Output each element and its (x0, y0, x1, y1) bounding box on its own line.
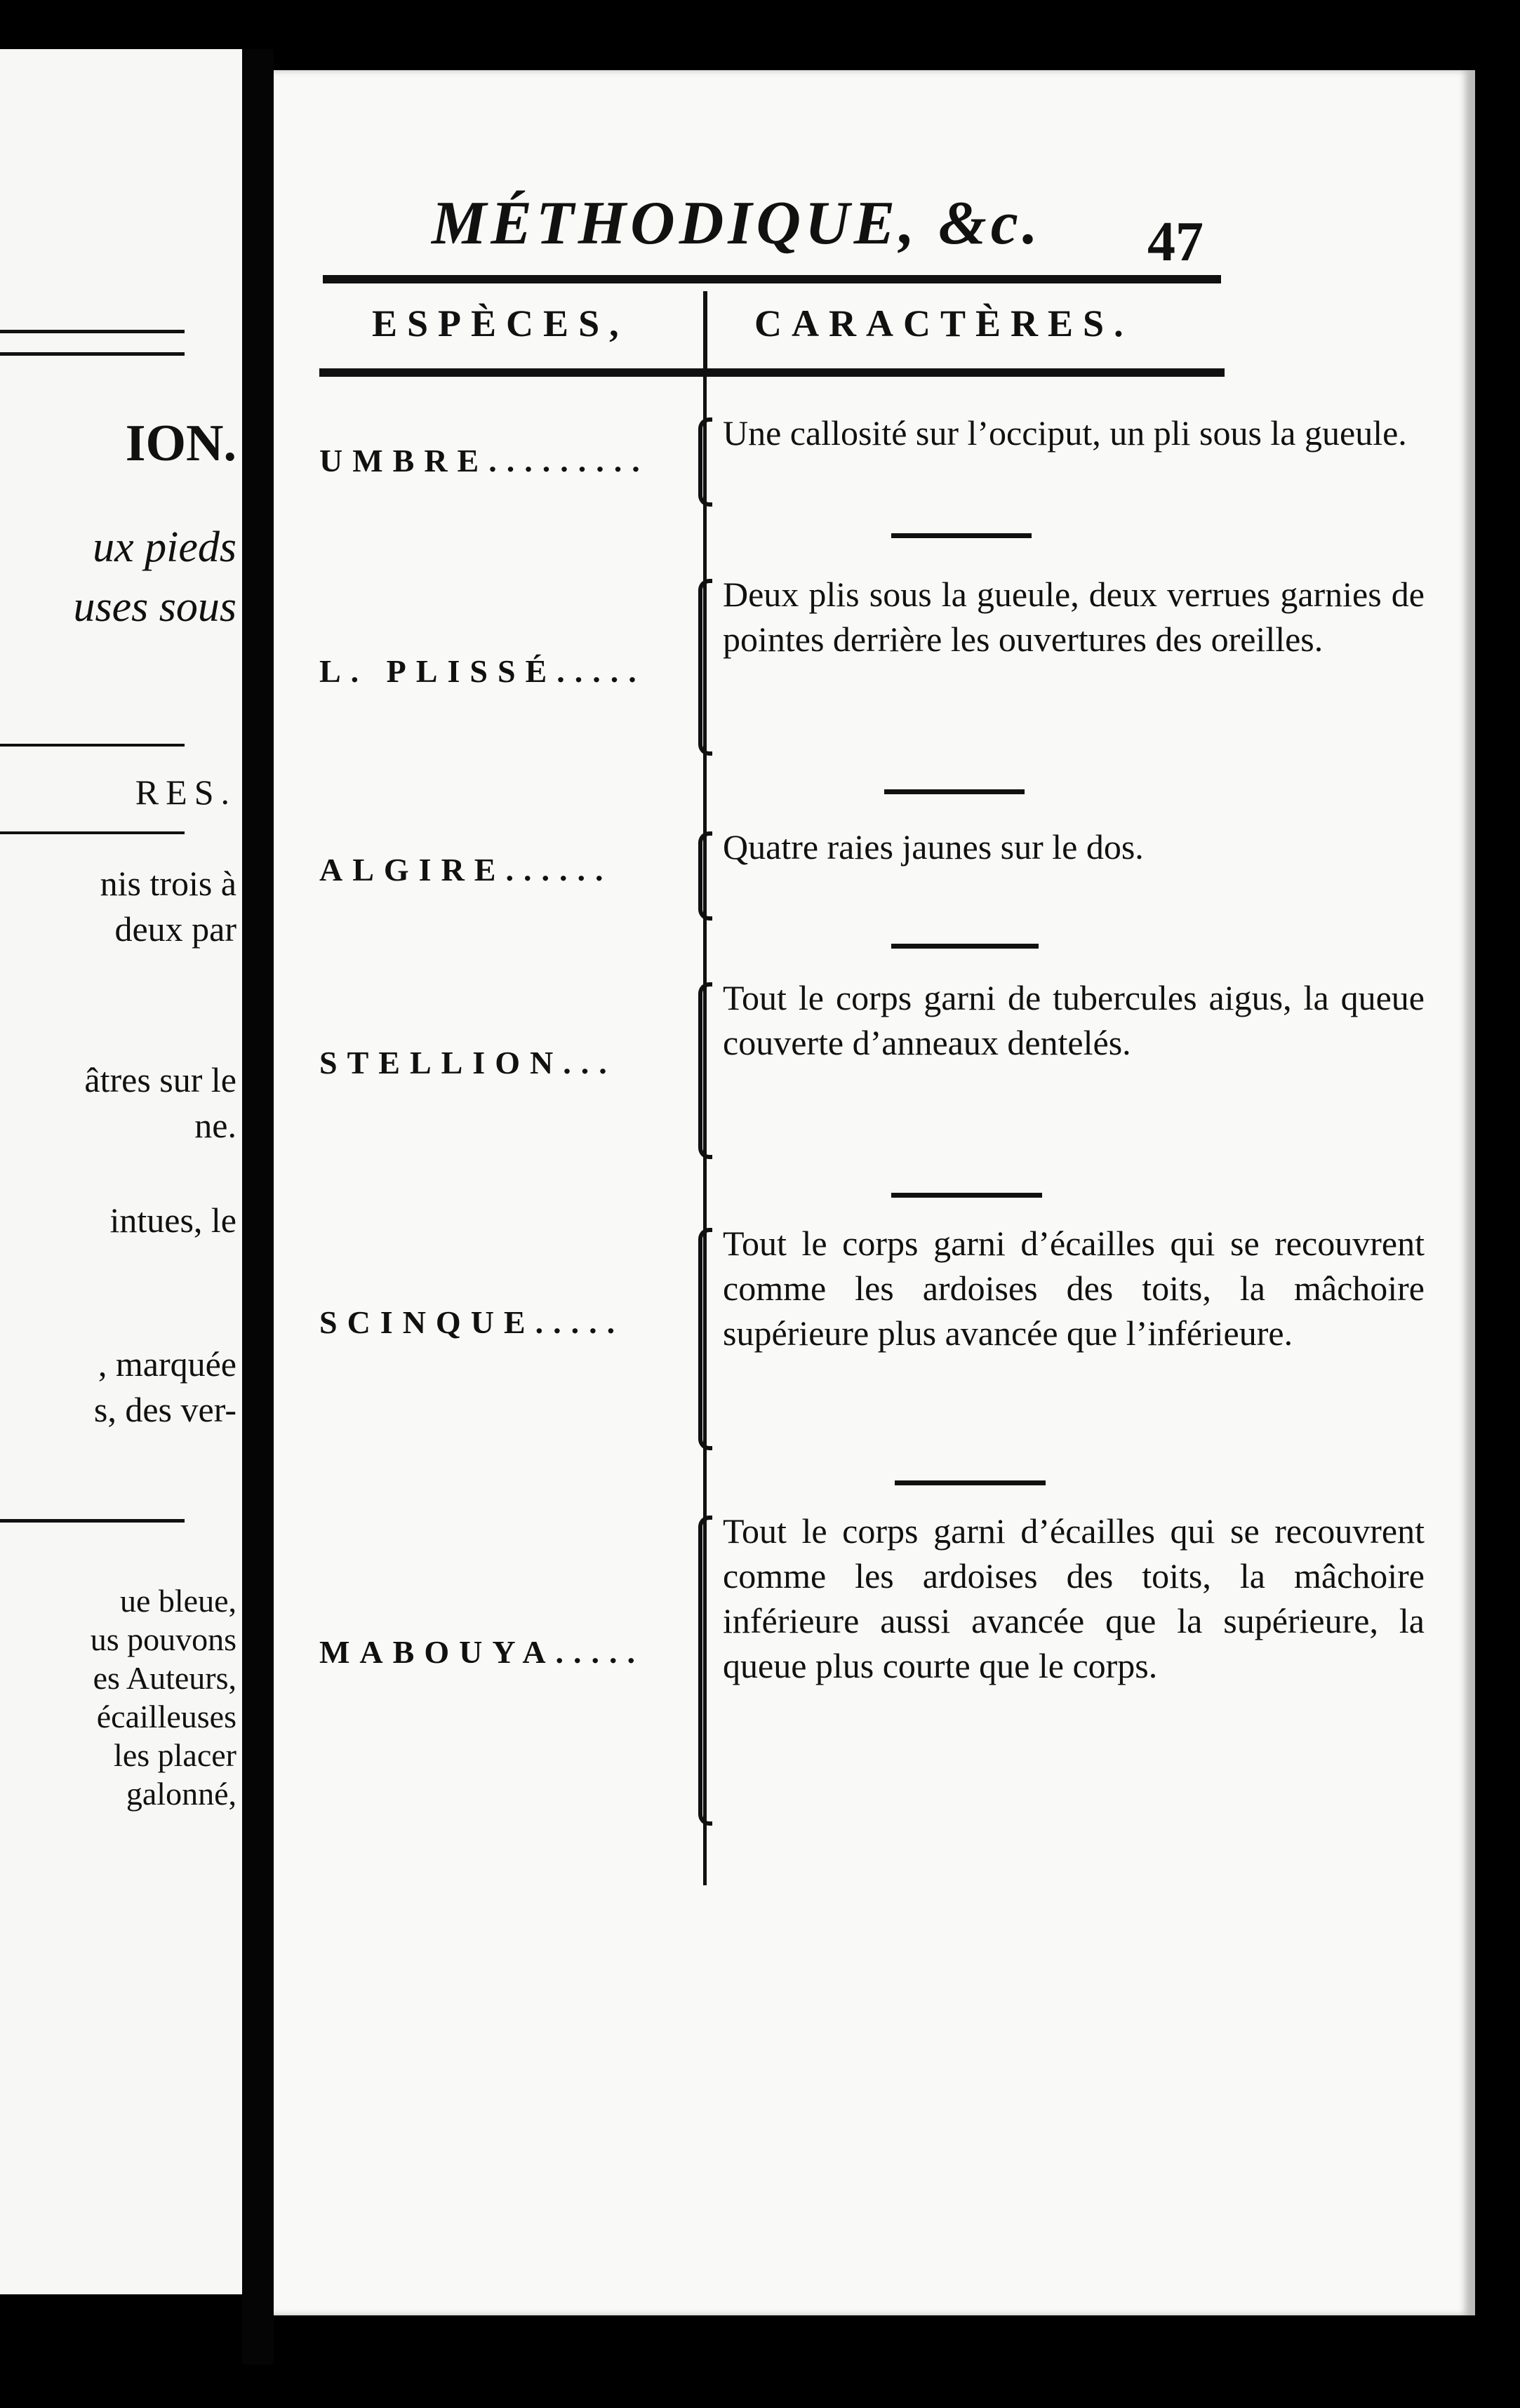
left-page-rule (0, 352, 185, 356)
separator-rule (891, 944, 1039, 949)
left-page-text: ne. (194, 1106, 236, 1145)
brace (698, 831, 712, 921)
species-description: Tout le corps garni d’écailles qui se recouvrent comme les ardoises des toits, la mâchoire inférieure aussi avancée que la supérieure, la queue plus courte que le corps. (723, 1511, 1425, 1685)
left-page-text: us pouvons (90, 1621, 236, 1657)
left-page-text: écailleuses (96, 1699, 236, 1734)
column-header-characters: CARACTÈRES. (754, 302, 1133, 345)
brace (698, 982, 712, 1159)
table-header-rule (319, 368, 1225, 377)
brace (698, 417, 712, 507)
left-page-text: RES. (135, 772, 236, 812)
column-divider (703, 291, 707, 368)
left-page-text: intues, le (109, 1200, 236, 1240)
species-name: SCINQUE..... (319, 1304, 625, 1340)
species-name: UMBRE......... (319, 443, 650, 479)
left-page-text: les placer (114, 1737, 236, 1773)
left-page-text: nis trois à (100, 864, 236, 903)
left-page-text: âtres sur le (84, 1060, 236, 1099)
left-page-text: ue bleue, (119, 1583, 236, 1619)
species-description: Quatre raies jaunes sur le dos. (723, 827, 1144, 867)
brace (698, 579, 712, 756)
left-page-text: ION. (125, 415, 236, 472)
column-header-species: ESPÈCES, (372, 302, 629, 345)
species-description: Une callosité sur l’occiput, un pli sous la gueule. (723, 413, 1407, 453)
left-page-text: s, des ver- (93, 1390, 236, 1429)
species-name: STELLION... (319, 1045, 617, 1081)
left-page-rule (0, 1519, 185, 1523)
species-description: Tout le corps garni de tubercules aigus, la queue couverte d’anneaux dentelés. (723, 978, 1425, 1062)
separator-rule (891, 1193, 1042, 1198)
left-page-text: uses sous (73, 583, 236, 631)
left-page-text: , marquée (98, 1344, 236, 1384)
header-rule (323, 275, 1221, 283)
left-page-text: ux pieds (93, 523, 236, 571)
species-name: MABOUYA..... (319, 1634, 646, 1670)
separator-rule (891, 533, 1032, 538)
separator-rule (884, 789, 1025, 794)
book-page (274, 70, 1475, 2315)
brace (698, 1228, 712, 1450)
species-name: ALGIRE...... (319, 852, 613, 888)
running-head: MÉTHODIQUE, &c. (432, 189, 1042, 257)
left-page-fragment (0, 49, 242, 2294)
left-page-text: deux par (114, 909, 236, 949)
brace (698, 1516, 712, 1826)
left-page-rule (0, 831, 185, 834)
left-page-text: galonné, (126, 1776, 236, 1812)
species-name: L. PLISSÉ..... (319, 653, 646, 689)
separator-rule (895, 1480, 1046, 1485)
species-description: Tout le corps garni d’écailles qui se recouvrent comme les ardoises des toits, la mâchoire supérieure plus avancée que l’inférieure. (723, 1224, 1425, 1353)
book-gutter (242, 49, 274, 2364)
left-page-rule (0, 744, 185, 747)
left-page-text: es Auteurs, (93, 1660, 236, 1696)
page-number: 47 (1147, 211, 1204, 273)
species-description: Deux plis sous la gueule, deux verrues garnies de pointes derrière les ouvertures des oreilles. (723, 575, 1425, 659)
left-page-rule (0, 330, 185, 333)
